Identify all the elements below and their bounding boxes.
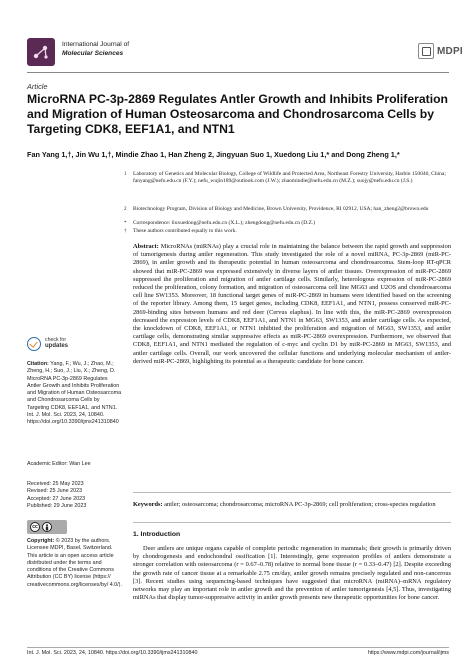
article-title: MicroRNA PC-3p-2869 Regulates Antler Growth and Inhibits Proliferation and Migration of Human Osteosarcoma and Chondrosarcoma Cells by Targeting CDK8, EEF1A1, and NTN1 xyxy=(27,92,448,137)
footer-divider xyxy=(27,647,449,648)
citation-label: Citation: xyxy=(27,361,49,367)
attribution-icon xyxy=(42,522,52,532)
molecule-icon xyxy=(31,42,51,62)
affiliation-mark: * xyxy=(124,221,127,226)
copyright-notice xyxy=(27,538,122,589)
date-accepted: Accepted: 27 June 2023 xyxy=(27,495,86,502)
affiliation-text: Biotechnology Program, Division of Biology and Medicine, Brown University, Providence, RI 02912, USA; han_zheng2@brown.edu xyxy=(133,206,429,212)
affiliation-mark: 1 xyxy=(124,172,127,177)
footer-citation[interactable]: Int. J. Mol. Sci. 2023, 24, 10840. https://doi.org/10.3390/ijms241310840 xyxy=(27,650,198,656)
correspondence xyxy=(124,220,453,227)
abstract xyxy=(133,243,451,366)
mdpi-icon xyxy=(418,43,434,59)
journal-name xyxy=(62,41,129,58)
publication-dates xyxy=(27,481,122,510)
check-updates-line1: check for xyxy=(45,337,67,344)
abstract-text: MicroRNAs (miRNAs) play a crucial role in maintaining the balance between the rapid growth and suppression of tumorigenesis during antler regeneration. This study investigated the role of a novel miRNA, PC-3p-2869 (miR-PC-2869), in antler growth and its therapeutic potential in human osteosarcoma and chondrosarcoma. Stem-loop RT-qPCR showed that miR-PC-2869 was expressed extensively in diverse layers of antler tissues. Overexpression of miR-PC-2869 suppressed the proliferation and migration of antler cartilage cells. Similarly, heterologous expression of miR-PC-2869 reduced the proliferation, colony formation, and migration of osteosarcoma cell line MG63 and U2OS and chondrosarcoma cell line SW1353. Moreover, 18 functional target genes of miR-PC-2869 in humans were identified based on the screening of the reporter library. Among them, 15 target genes, including CDK8, EEF1A1, and NTN1, possess conserved miR-PC-2869-binding sites between humans and red deer (Cervus elaphus). In line with this, the miR-PC-2869 overexpression decreased the expression levels of CDK8, EEF1A1, and NTN1 in MG63, SW1353, and antler cartilage cells. As expected, the knockdown of CDK8, EEF1A1, or NTN1 inhibited the proliferation and migration of MG63, SW1353, and antler cartilage cells, demonstrating similar suppressive effects as miR-PC-2869 overexpression. Furthermore, we observed that CDK8, EEF1A1, and NTN1 mediated the regulation of c-myc and cyclin D1 by miR-PC-2869 in MG63, SW1353, and antler cartilage cells. Overall, our work uncovered the cellular functions and underlying molecular mechanism of antler-derived miR-PC-2869, highlighting its potential as a therapeutic candidate for bone cancer. xyxy=(133,243,451,365)
copyright-text: © 2023 by the authors. Licensee MDPI, Basel, Switzerland. This article is an open access article distributed under the terms and conditions of the Creative Commons Attribution (CC BY) license (https:// creativecommons.org/licenses/by/ 4.0/). xyxy=(27,538,122,588)
check-updates-icon xyxy=(27,337,41,351)
check-updates-label xyxy=(45,338,68,350)
header-divider xyxy=(27,72,449,73)
author-list xyxy=(27,150,457,159)
cc-license-badge[interactable] xyxy=(27,520,67,534)
publisher-logo-text: MDPI xyxy=(437,45,463,57)
check-updates-line2: updates xyxy=(45,343,69,349)
publisher-logo[interactable] xyxy=(418,43,463,59)
affiliation-2 xyxy=(124,206,453,213)
date-published: Published: 29 June 2023 xyxy=(27,502,87,509)
affiliation-mark: † xyxy=(124,229,127,234)
citation-block xyxy=(27,361,122,427)
academic-editor: Academic Editor: Wan Lee xyxy=(27,461,91,467)
cc-icon: cc xyxy=(30,522,40,532)
abstract-label: Abstract: xyxy=(133,243,159,250)
introduction-paragraph: Deer antlers are unique organs capable of complete periodic regeneration in mammals; their growth is primarily driven by chondrogenesis and endochondral ossification [1]. Interestingly, gene expression profiles of antlers demonstrate a stronger correlation with osteosarcoma (r = 0.67–0.78) relative to normal bone tissue (r = 0.33–0.47) [2]. Despite exceeding the growth rate of cancer tissue at a remarkable 2.75 cm/day, antler growth remains precisely regulated and non-cancerous [3]. Recent studies using sequencing-based techniques have suggested that microRNA (miRNA)–mRNA regulatory networks may play an important role in antler growth and the prevention of antler tumorigenesis [4,5]. Thus, investigating miRNAs that display tumor-suppressive activity in antler growth presents new therapeutic opportunities for bone cancer. xyxy=(133,545,451,602)
affiliation-mark: 2 xyxy=(124,207,127,212)
keywords-divider-top xyxy=(133,492,451,493)
check-for-updates-button[interactable] xyxy=(27,337,68,351)
journal-name-line2: Molecular Sciences xyxy=(62,49,124,57)
affiliation-text: Laboratory of Genetics and Molecular Biology, College of Wildlife and Protected Area, Northeast Forestry University, Harbin 150040, China; fanyang@nefu.edu.cn (F.Y.); nefu_wujin189@outlook.com (J.W.); zhaomindie@nefu.edu.cn (M.Z.); suojy@nefu.edu.cn (J.S.) xyxy=(133,171,446,185)
author-names: Fan Yang 1,†, Jin Wu 1,†, Mindie Zhao 1, Han Zheng 2, Jingyuan Suo 1, Xuedong Liu 1,* and Dong Zheng 1,* xyxy=(27,150,400,159)
date-received: Received: 25 May 2023 xyxy=(27,481,84,487)
correspondence-text: Correspondence: liuxuedong@nefu.edu.cn (X.L.); zhengdong@nefu.edu.cn (D.Z.) xyxy=(133,220,316,226)
keywords xyxy=(133,501,451,509)
equal-contribution-text: These authors contributed equally to this work. xyxy=(133,228,237,234)
citation-text: Yang, F.; Wu, J.; Zhao, M.; Zheng, H.; Suo, J.; Liu, X.; Zheng, D. MicroRNA PC-3p-2869 Regulates Antler Growth and Inhibits Proliferation and Migration of Human Osteosarcoma and Chondrosarcoma Cells by Targeting CDK8, EEF1A1, and NTN1. Int. J. Mol. Sci. 2023, 24, 10840. https://doi.org/10.3390/ijms241310840 xyxy=(27,361,122,426)
footer-journal-url[interactable]: https://www.mdpi.com/journal/ijms xyxy=(367,650,449,656)
date-revised: Revised: 25 June 2023 xyxy=(27,488,83,495)
copyright-label: Copyright: xyxy=(27,538,55,544)
keywords-text: antler; osteosarcoma; chondrosarcoma; microRNA PC-3p-2869; cell proliferation; cross-species regulation xyxy=(164,501,436,508)
equal-contribution-note xyxy=(124,228,453,235)
keywords-divider-bottom xyxy=(133,522,451,523)
journal-name-line1: International Journal of xyxy=(62,41,130,48)
section-heading-introduction: 1. Introduction xyxy=(133,531,181,538)
journal-logo xyxy=(27,38,55,66)
person-icon xyxy=(44,524,50,531)
article-type: Article xyxy=(27,82,48,91)
affiliation-1 xyxy=(124,171,453,185)
keywords-label: Keywords: xyxy=(133,501,163,508)
